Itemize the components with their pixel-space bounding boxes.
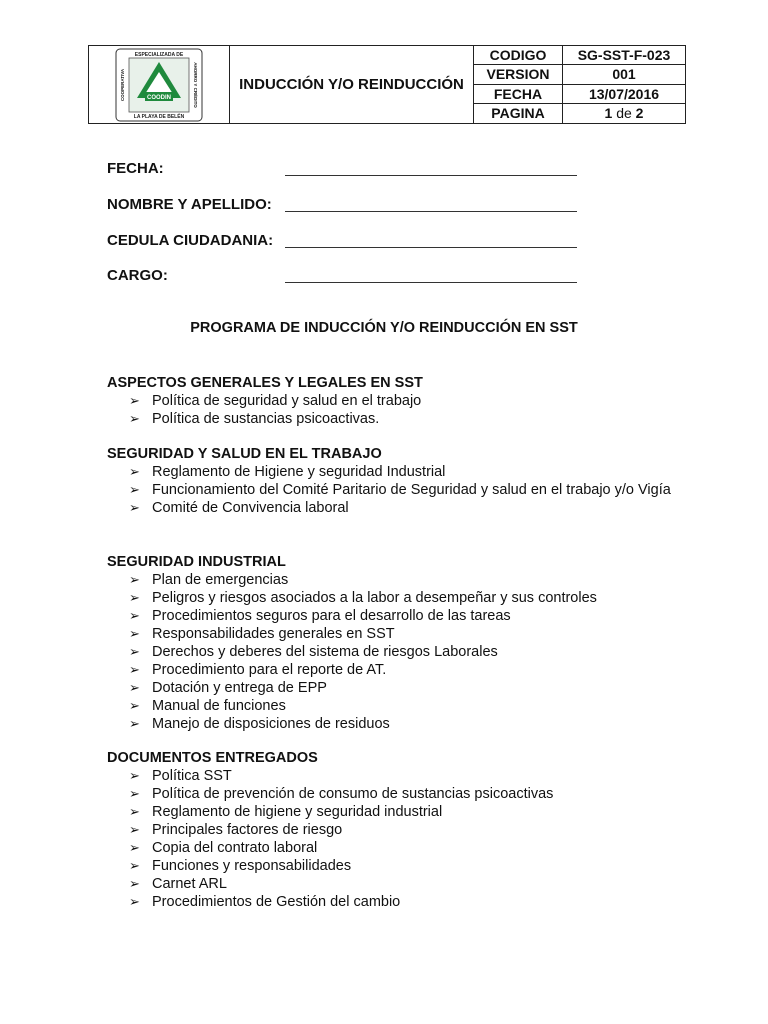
arrow-bullet-icon: ➢ — [129, 411, 140, 426]
page-of: de — [616, 105, 632, 122]
arrow-bullet-icon: ➢ — [129, 590, 140, 605]
section-documentos-entregados — [107, 749, 712, 911]
fecha-value: 13/07/2016 — [563, 85, 685, 104]
field-line-cedula[interactable] — [285, 232, 577, 248]
program-title: PROGRAMA DE INDUCCIÓN Y/O REINDUCCIÓN EN SST — [190, 320, 578, 336]
logo-bottom-text: LA PLAYA DE BELÉN — [133, 113, 185, 120]
arrow-bullet-icon: ➢ — [129, 393, 140, 408]
list-item: ➢ Procedimientos de Gestión del cambio — [129, 894, 401, 910]
list-item: ➢ Política de prevención de consumo de sustancias psicoactivas — [129, 786, 554, 802]
field-label-cargo: CARGO: — [107, 267, 168, 284]
list-item: ➢ Plan de emergencias — [129, 572, 289, 588]
list-item: ➢ Dotación y entrega de EPP — [129, 680, 327, 696]
codigo-label: CODIGO — [474, 46, 563, 65]
logo-right-text: AHORRO Y CRÉDITO — [193, 61, 198, 108]
arrow-bullet-icon: ➢ — [129, 662, 140, 677]
arrow-bullet-icon: ➢ — [129, 464, 140, 479]
list-item: ➢ Copia del contrato laboral — [129, 840, 318, 856]
arrow-bullet-icon: ➢ — [129, 572, 140, 587]
section-heading: ASPECTOS GENERALES Y LEGALES EN SST — [107, 375, 423, 391]
logo-left-text: COOPERATIVA — [120, 68, 125, 101]
list-item: ➢ Peligros y riesgos asociados a la labor a desempeñar y sus controles — [129, 590, 597, 606]
pagina-label: PAGINA — [474, 104, 563, 123]
field-label-nombre: NOMBRE Y APELLIDO: — [107, 196, 272, 213]
list-item: ➢ Política SST — [129, 768, 232, 784]
document-header — [88, 45, 686, 124]
arrow-bullet-icon: ➢ — [129, 626, 140, 641]
field-label-fecha: FECHA: — [107, 160, 164, 177]
arrow-bullet-icon: ➢ — [129, 894, 140, 909]
document-meta-grid — [474, 46, 685, 123]
list-item: ➢ Principales factores de riesgo — [129, 822, 343, 838]
logo-cell — [89, 46, 230, 123]
field-line-nombre[interactable] — [285, 196, 577, 212]
section-seguridad-salud — [107, 445, 712, 517]
arrow-bullet-icon: ➢ — [129, 608, 140, 623]
field-line-cargo[interactable] — [285, 267, 577, 283]
page-current: 1 — [604, 105, 613, 122]
list-item: ➢ Funciones y responsabilidades — [129, 858, 352, 874]
list-item: ➢ Política de sustancias psicoactivas. — [129, 411, 380, 427]
arrow-bullet-icon: ➢ — [129, 840, 140, 855]
document-title: INDUCCIÓN Y/O REINDUCCIÓN — [230, 46, 474, 123]
section-heading: SEGURIDAD INDUSTRIAL — [107, 554, 286, 570]
list-item: ➢ Procedimientos seguros para el desarrollo de las tareas — [129, 608, 511, 624]
arrow-bullet-icon: ➢ — [129, 644, 140, 659]
logo-brand: COODIN — [147, 94, 171, 101]
section-heading: SEGURIDAD Y SALUD EN EL TRABAJO — [107, 446, 382, 462]
arrow-bullet-icon: ➢ — [129, 858, 140, 873]
arrow-bullet-icon: ➢ — [129, 500, 140, 515]
list-item: ➢ Comité de Convivencia laboral — [129, 500, 349, 516]
arrow-bullet-icon: ➢ — [129, 786, 140, 801]
arrow-bullet-icon: ➢ — [129, 876, 140, 891]
arrow-bullet-icon: ➢ — [129, 680, 140, 695]
logo-top-text: ESPECIALIZADA DE — [134, 51, 184, 58]
codigo-value: SG-SST-F-023 — [563, 46, 685, 65]
list-item: ➢ Funcionamiento del Comité Paritario de Seguridad y salud en el trabajo y/o Vigía — [129, 482, 671, 498]
list-item: ➢ Reglamento de Higiene y seguridad Industrial — [129, 464, 446, 480]
arrow-bullet-icon: ➢ — [129, 482, 140, 497]
version-value: 001 — [563, 65, 685, 84]
list-item: ➢ Política de seguridad y salud en el trabajo — [129, 393, 422, 409]
pagina-value — [563, 104, 685, 123]
list-item: ➢ Responsabilidades generales en SST — [129, 626, 395, 642]
arrow-bullet-icon: ➢ — [129, 716, 140, 731]
arrow-bullet-icon: ➢ — [129, 698, 140, 713]
field-line-fecha[interactable] — [285, 160, 577, 176]
field-label-cedula: CEDULA CIUDADANIA: — [107, 232, 274, 249]
section-heading: DOCUMENTOS ENTREGADOS — [107, 750, 318, 766]
list-item: ➢ Reglamento de higiene y seguridad industrial — [129, 804, 443, 820]
list-item: ➢ Procedimiento para el reporte de AT. — [129, 662, 387, 678]
page-total: 2 — [635, 105, 644, 122]
list-item: ➢ Manual de funciones — [129, 698, 286, 714]
section-aspectos-generales — [107, 374, 712, 428]
list-item: ➢ Derechos y deberes del sistema de riesgos Laborales — [129, 644, 498, 660]
fecha-label: FECHA — [474, 85, 563, 104]
list-item: ➢ Carnet ARL — [129, 876, 227, 892]
arrow-bullet-icon: ➢ — [129, 768, 140, 783]
arrow-bullet-icon: ➢ — [129, 822, 140, 837]
cooperative-logo — [115, 48, 203, 122]
section-seguridad-industrial — [107, 553, 712, 733]
arrow-bullet-icon: ➢ — [129, 804, 140, 819]
list-item: ➢ Manejo de disposiciones de residuos — [129, 716, 390, 732]
version-label: VERSION — [474, 65, 563, 84]
